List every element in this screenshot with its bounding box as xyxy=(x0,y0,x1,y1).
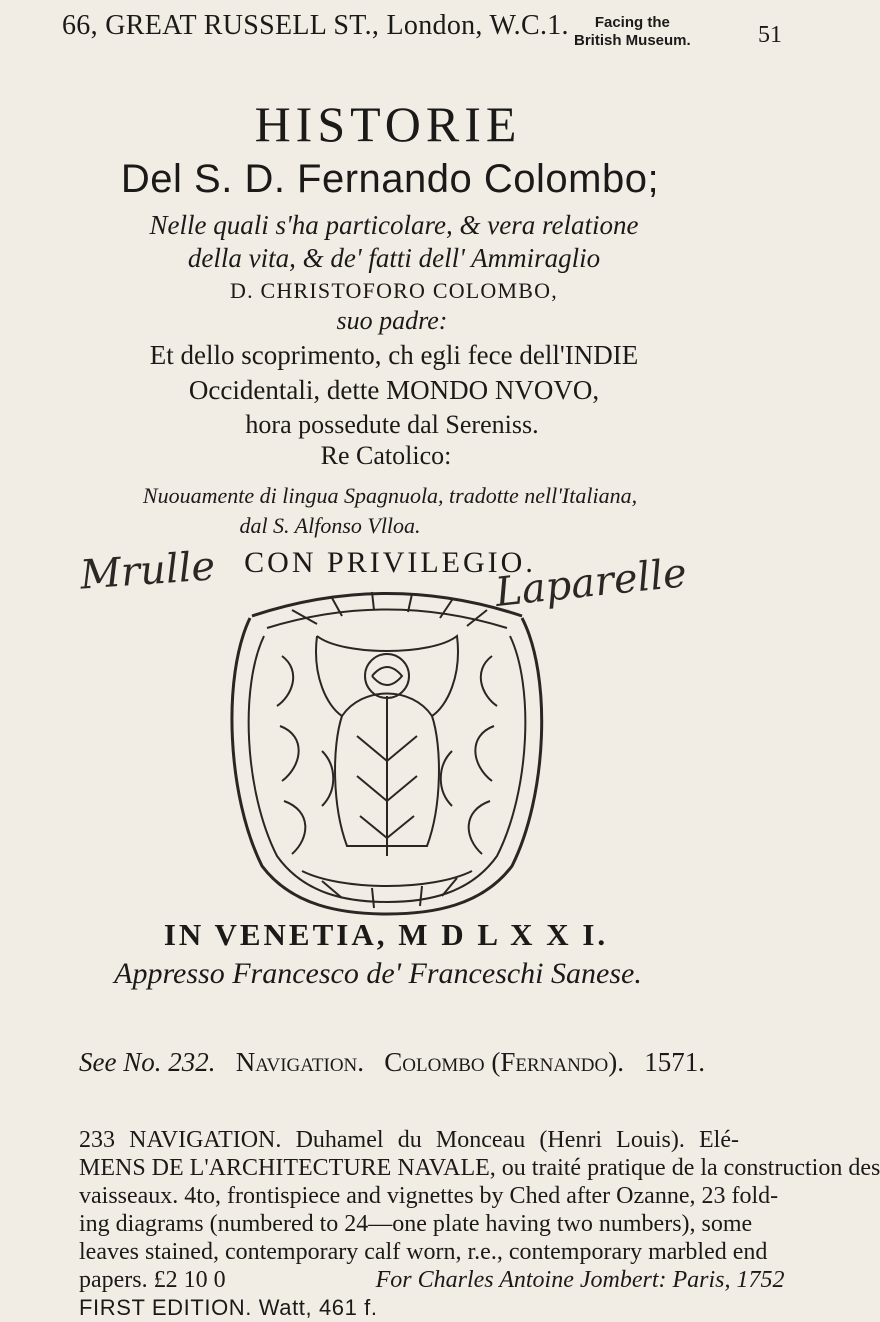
facsimile-author: Del S. D. Fernando Colombo; xyxy=(120,157,660,201)
header-address: 66, GREAT RUSSELL ST., London, W.C.1. xyxy=(62,10,569,41)
facsimile-subtitle-line: hora possedute dal Sereniss. xyxy=(245,410,539,439)
entry-imprint: For Charles Antoine Jombert: Paris, 1752 xyxy=(375,1267,785,1293)
facsimile-imprint: IN VENETIA, M D L X X I. xyxy=(163,917,609,952)
facsimile-translation-line: Nuouamente di lingua Spagnuola, tradotte nell'Italiana, xyxy=(142,483,638,508)
facsimile-privilege: CON PRIVILEGIO. xyxy=(244,546,536,579)
entry-price-line xyxy=(79,1266,785,1294)
page-number: 51 xyxy=(758,22,782,48)
printer-device-illustration xyxy=(222,576,552,916)
entry-line: leaves stained, contemporary calf worn, r.e., contemporary marbled end xyxy=(79,1239,768,1265)
see-year: 1571. xyxy=(644,1047,705,1077)
entry-line: ing diagrams (numbered to 24—one plate having two numbers), some xyxy=(79,1211,753,1237)
header-stamp xyxy=(574,14,691,50)
facsimile-subtitle-line: suo padre: xyxy=(336,306,448,335)
facsimile-subtitle-line: della vita, & de' fatti dell' Ammiraglio xyxy=(187,243,601,273)
entry-line: MENS DE L'ARCHITECTURE NAVALE, ou traité pratique de la construction des xyxy=(79,1155,880,1181)
facsimile-subtitle-line: D. CHRISTOFORO COLOMBO, xyxy=(230,278,558,303)
handwritten-inscription-right: Laparelle xyxy=(493,550,689,616)
page-header xyxy=(62,8,782,78)
facsimile-title: HISTORIE xyxy=(254,96,522,152)
facsimile-subtitle-line: Occidentali, dette MONDO NVOVO, xyxy=(188,375,600,405)
stamp-line-2: British Museum. xyxy=(574,32,691,49)
facsimile-translation-line: dal S. Alfonso Vlloa. xyxy=(239,513,421,538)
entry-line: vaisseaux. 4to, frontispiece and vignettes by Ched after Ozanne, 23 fold- xyxy=(79,1183,779,1209)
handwritten-inscription-left: Mrulle xyxy=(78,543,217,599)
catalogue-entry-233 xyxy=(79,1126,880,1322)
facsimile-subtitle-line: Nelle quali s'ha particolare, & vera relatione xyxy=(149,210,639,240)
entry-line: 233 NAVIGATION. Duhamel du Monceau (Henri Louis). Elé- xyxy=(79,1127,739,1153)
entry-price: papers. £2 10 0 xyxy=(79,1267,226,1293)
facsimile-printer: Appresso Francesco de' Franceschi Sanese. xyxy=(114,957,642,990)
facsimile-subtitle-line: Re Catolico: xyxy=(320,441,452,470)
stamp-line-1: Facing the xyxy=(594,14,670,31)
see-subject: Navigation. xyxy=(235,1047,365,1077)
see-prefix: See No. 232. xyxy=(79,1047,216,1077)
cross-reference xyxy=(79,1047,705,1078)
entry-edition: FIRST EDITION. Watt, 461 f. xyxy=(79,1295,378,1320)
see-author: Colombo (Fernando). xyxy=(384,1047,624,1077)
facsimile-subtitle-line: Et dello scoprimento, ch egli fece dell'INDIE xyxy=(149,340,639,370)
